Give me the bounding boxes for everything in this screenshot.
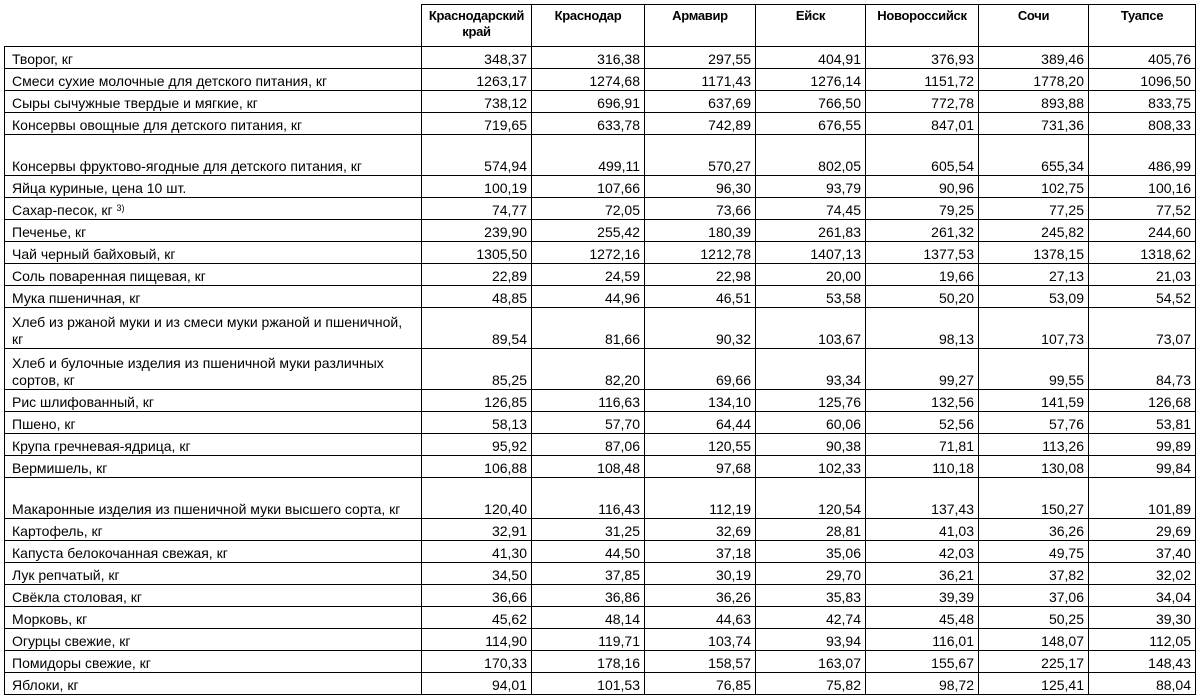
value-cell: 847,01 <box>866 113 979 135</box>
value-cell: 64,44 <box>645 412 756 434</box>
value-cell: 94,01 <box>422 673 532 695</box>
value-cell: 120,55 <box>645 434 756 456</box>
row-label: Яйца куриные, цена 10 шт. <box>12 180 187 196</box>
column-header: Армавир <box>645 5 756 47</box>
table-row <box>5 607 1196 629</box>
value-cell: 499,11 <box>532 135 645 176</box>
row-label-cell <box>5 456 422 478</box>
column-header: Краснодарский край <box>422 5 532 47</box>
value-cell: 113,26 <box>979 434 1089 456</box>
value-cell: 20,00 <box>756 264 866 286</box>
table-row <box>5 412 1196 434</box>
value-cell: 404,91 <box>756 47 866 69</box>
row-label: Капуста белокочанная свежая, кг <box>12 545 228 561</box>
row-label-cell <box>5 47 422 69</box>
value-cell: 719,65 <box>422 113 532 135</box>
row-label-cell <box>5 673 422 695</box>
value-cell: 125,76 <box>756 390 866 412</box>
row-label: Печенье, кг <box>12 224 87 240</box>
value-cell: 100,19 <box>422 176 532 198</box>
value-cell: 74,77 <box>422 198 532 220</box>
value-cell: 37,82 <box>979 563 1089 585</box>
row-label: Смеси сухие молочные для детского питания, кг <box>12 73 328 89</box>
value-cell: 1276,14 <box>756 69 866 91</box>
value-cell: 742,89 <box>645 113 756 135</box>
value-cell: 1171,43 <box>645 69 756 91</box>
value-cell: 57,70 <box>532 412 645 434</box>
value-cell: 155,67 <box>866 651 979 673</box>
row-label-cell <box>5 541 422 563</box>
value-cell: 90,38 <box>756 434 866 456</box>
table-row <box>5 519 1196 541</box>
column-header: Краснодар <box>532 5 645 47</box>
row-label: Консервы овощные для детского питания, кг <box>12 117 303 133</box>
value-cell: 53,09 <box>979 286 1089 308</box>
value-cell: 1263,17 <box>422 69 532 91</box>
value-cell: 633,78 <box>532 113 645 135</box>
value-cell: 110,18 <box>866 456 979 478</box>
value-cell: 389,46 <box>979 47 1089 69</box>
value-cell: 574,94 <box>422 135 532 176</box>
value-cell: 71,81 <box>866 434 979 456</box>
value-cell: 48,14 <box>532 607 645 629</box>
value-cell: 24,59 <box>532 264 645 286</box>
row-label-cell <box>5 308 422 349</box>
table-row <box>5 456 1196 478</box>
value-cell: 99,55 <box>979 349 1089 390</box>
value-cell: 21,03 <box>1089 264 1196 286</box>
value-cell: 150,27 <box>979 478 1089 519</box>
value-cell: 1272,16 <box>532 242 645 264</box>
value-cell: 116,63 <box>532 390 645 412</box>
row-label-cell <box>5 69 422 91</box>
value-cell: 28,81 <box>756 519 866 541</box>
value-cell: 53,81 <box>1089 412 1196 434</box>
value-cell: 36,86 <box>532 585 645 607</box>
table-row <box>5 69 1196 91</box>
value-cell: 119,71 <box>532 629 645 651</box>
value-cell: 348,37 <box>422 47 532 69</box>
value-cell: 53,58 <box>756 286 866 308</box>
table-row <box>5 264 1196 286</box>
value-cell: 90,96 <box>866 176 979 198</box>
row-label: Хлеб из ржаной муки и из смеси муки ржаной и пшеничной, кг <box>12 314 403 347</box>
row-label: Творог, кг <box>12 51 73 67</box>
value-cell: 35,83 <box>756 585 866 607</box>
value-cell: 37,40 <box>1089 541 1196 563</box>
value-cell: 1778,20 <box>979 69 1089 91</box>
table-row <box>5 563 1196 585</box>
value-cell: 31,25 <box>532 519 645 541</box>
row-label-cell <box>5 629 422 651</box>
table-row <box>5 629 1196 651</box>
value-cell: 120,54 <box>756 478 866 519</box>
value-cell: 73,07 <box>1089 308 1196 349</box>
value-cell: 44,96 <box>532 286 645 308</box>
value-cell: 1407,13 <box>756 242 866 264</box>
value-cell: 1096,50 <box>1089 69 1196 91</box>
value-cell: 32,91 <box>422 519 532 541</box>
value-cell: 112,05 <box>1089 629 1196 651</box>
row-label: Сыры сычужные твердые и мягкие, кг <box>12 95 258 111</box>
value-cell: 37,85 <box>532 563 645 585</box>
value-cell: 100,16 <box>1089 176 1196 198</box>
value-cell: 75,82 <box>756 673 866 695</box>
row-label-cell <box>5 264 422 286</box>
value-cell: 45,62 <box>422 607 532 629</box>
value-cell: 570,27 <box>645 135 756 176</box>
row-label: Сахар-песок, кг <box>12 202 113 218</box>
row-label: Морковь, кг <box>12 611 88 627</box>
table-row <box>5 242 1196 264</box>
value-cell: 79,25 <box>866 198 979 220</box>
table-row <box>5 176 1196 198</box>
value-cell: 126,85 <box>422 390 532 412</box>
value-cell: 116,01 <box>866 629 979 651</box>
value-cell: 77,25 <box>979 198 1089 220</box>
value-cell: 676,55 <box>756 113 866 135</box>
value-cell: 134,10 <box>645 390 756 412</box>
value-cell: 178,16 <box>532 651 645 673</box>
value-cell: 405,76 <box>1089 47 1196 69</box>
value-cell: 36,21 <box>866 563 979 585</box>
value-cell: 126,68 <box>1089 390 1196 412</box>
row-label: Огурцы свежие, кг <box>12 633 131 649</box>
value-cell: 32,02 <box>1089 563 1196 585</box>
value-cell: 605,54 <box>866 135 979 176</box>
row-label-cell <box>5 607 422 629</box>
value-cell: 225,17 <box>979 651 1089 673</box>
value-cell: 74,45 <box>756 198 866 220</box>
value-cell: 108,48 <box>532 456 645 478</box>
value-cell: 30,19 <box>645 563 756 585</box>
table-row <box>5 651 1196 673</box>
value-cell: 85,25 <box>422 349 532 390</box>
row-label: Свёкла столовая, кг <box>12 589 142 605</box>
table-row <box>5 113 1196 135</box>
value-cell: 180,39 <box>645 220 756 242</box>
value-cell: 96,30 <box>645 176 756 198</box>
value-cell: 37,06 <box>979 585 1089 607</box>
value-cell: 98,72 <box>866 673 979 695</box>
value-cell: 27,13 <box>979 264 1089 286</box>
value-cell: 50,25 <box>979 607 1089 629</box>
value-cell: 261,32 <box>866 220 979 242</box>
value-cell: 76,85 <box>645 673 756 695</box>
value-cell: 101,53 <box>532 673 645 695</box>
value-cell: 99,84 <box>1089 456 1196 478</box>
value-cell: 44,63 <box>645 607 756 629</box>
row-label-cell <box>5 135 422 176</box>
value-cell: 46,51 <box>645 286 756 308</box>
row-label: Лук репчатый, кг <box>12 567 120 583</box>
value-cell: 655,34 <box>979 135 1089 176</box>
row-label-cell <box>5 478 422 519</box>
value-cell: 158,57 <box>645 651 756 673</box>
value-cell: 36,66 <box>422 585 532 607</box>
value-cell: 255,42 <box>532 220 645 242</box>
value-cell: 738,12 <box>422 91 532 113</box>
value-cell: 808,33 <box>1089 113 1196 135</box>
value-cell: 39,30 <box>1089 607 1196 629</box>
value-cell: 297,55 <box>645 47 756 69</box>
row-label-cell <box>5 390 422 412</box>
header-blank-cell <box>5 5 422 47</box>
column-header: Сочи <box>979 5 1089 47</box>
table-row <box>5 135 1196 176</box>
value-cell: 101,89 <box>1089 478 1196 519</box>
value-cell: 1151,72 <box>866 69 979 91</box>
value-cell: 772,78 <box>866 91 979 113</box>
value-cell: 239,90 <box>422 220 532 242</box>
value-cell: 73,66 <box>645 198 756 220</box>
value-cell: 44,50 <box>532 541 645 563</box>
value-cell: 89,54 <box>422 308 532 349</box>
value-cell: 245,82 <box>979 220 1089 242</box>
value-cell: 170,33 <box>422 651 532 673</box>
value-cell: 163,07 <box>756 651 866 673</box>
value-cell: 48,85 <box>422 286 532 308</box>
value-cell: 81,66 <box>532 308 645 349</box>
value-cell: 32,69 <box>645 519 756 541</box>
value-cell: 57,76 <box>979 412 1089 434</box>
value-cell: 50,20 <box>866 286 979 308</box>
value-cell: 893,88 <box>979 91 1089 113</box>
value-cell: 261,83 <box>756 220 866 242</box>
value-cell: 125,41 <box>979 673 1089 695</box>
value-cell: 60,06 <box>756 412 866 434</box>
row-label: Макаронные изделия из пшеничной муки высшего сорта, кг <box>12 501 401 517</box>
value-cell: 93,79 <box>756 176 866 198</box>
table-row <box>5 390 1196 412</box>
column-header: Ейск <box>756 5 866 47</box>
column-header: Новороссийск <box>866 5 979 47</box>
row-label: Соль поваренная пищевая, кг <box>12 268 206 284</box>
value-cell: 22,89 <box>422 264 532 286</box>
value-cell: 49,75 <box>979 541 1089 563</box>
value-cell: 35,06 <box>756 541 866 563</box>
value-cell: 1318,62 <box>1089 242 1196 264</box>
row-label-cell <box>5 563 422 585</box>
table-row <box>5 349 1196 390</box>
value-cell: 93,34 <box>756 349 866 390</box>
value-cell: 696,91 <box>532 91 645 113</box>
row-label-cell <box>5 585 422 607</box>
value-cell: 148,43 <box>1089 651 1196 673</box>
row-label: Консервы фруктово-ягодные для детского питания, кг <box>12 158 363 174</box>
row-label-cell <box>5 412 422 434</box>
value-cell: 69,66 <box>645 349 756 390</box>
footnote-marker: 3) <box>116 203 125 213</box>
value-cell: 34,04 <box>1089 585 1196 607</box>
value-cell: 41,30 <box>422 541 532 563</box>
value-cell: 148,07 <box>979 629 1089 651</box>
table-row <box>5 198 1196 220</box>
row-label-cell <box>5 113 422 135</box>
value-cell: 120,40 <box>422 478 532 519</box>
row-label-cell <box>5 242 422 264</box>
value-cell: 39,39 <box>866 585 979 607</box>
table-row <box>5 308 1196 349</box>
value-cell: 54,52 <box>1089 286 1196 308</box>
value-cell: 29,70 <box>756 563 866 585</box>
value-cell: 90,32 <box>645 308 756 349</box>
value-cell: 486,99 <box>1089 135 1196 176</box>
value-cell: 1305,50 <box>422 242 532 264</box>
value-cell: 114,90 <box>422 629 532 651</box>
value-cell: 102,33 <box>756 456 866 478</box>
value-cell: 93,94 <box>756 629 866 651</box>
row-label: Помидоры свежие, кг <box>12 655 151 671</box>
row-label: Хлеб и булочные изделия из пшеничной муки различных сортов, кг <box>12 355 384 388</box>
value-cell: 19,66 <box>866 264 979 286</box>
row-label: Мука пшеничная, кг <box>12 290 141 306</box>
value-cell: 107,73 <box>979 308 1089 349</box>
value-cell: 29,69 <box>1089 519 1196 541</box>
row-label: Крупа гречневая-ядрица, кг <box>12 438 191 454</box>
value-cell: 766,50 <box>756 91 866 113</box>
value-cell: 132,56 <box>866 390 979 412</box>
value-cell: 99,27 <box>866 349 979 390</box>
value-cell: 637,69 <box>645 91 756 113</box>
value-cell: 34,50 <box>422 563 532 585</box>
table-body <box>5 47 1196 695</box>
row-label: Рис шлифованный, кг <box>12 394 154 410</box>
value-cell: 316,38 <box>532 47 645 69</box>
row-label-cell <box>5 519 422 541</box>
header-row <box>5 5 1196 47</box>
value-cell: 42,74 <box>756 607 866 629</box>
table-row <box>5 286 1196 308</box>
value-cell: 42,03 <box>866 541 979 563</box>
row-label-cell <box>5 286 422 308</box>
value-cell: 141,59 <box>979 390 1089 412</box>
row-label-cell <box>5 434 422 456</box>
value-cell: 833,75 <box>1089 91 1196 113</box>
value-cell: 103,74 <box>645 629 756 651</box>
table-row <box>5 47 1196 69</box>
value-cell: 37,18 <box>645 541 756 563</box>
price-table <box>4 4 1196 695</box>
row-label: Чай черный байховый, кг <box>12 246 176 262</box>
value-cell: 106,88 <box>422 456 532 478</box>
value-cell: 87,06 <box>532 434 645 456</box>
value-cell: 116,43 <box>532 478 645 519</box>
row-label: Пшено, кг <box>12 416 76 432</box>
value-cell: 1274,68 <box>532 69 645 91</box>
row-label-cell <box>5 176 422 198</box>
row-label: Вермишель, кг <box>12 460 108 476</box>
value-cell: 95,92 <box>422 434 532 456</box>
value-cell: 72,05 <box>532 198 645 220</box>
row-label-cell <box>5 220 422 242</box>
table-row <box>5 585 1196 607</box>
value-cell: 137,43 <box>866 478 979 519</box>
value-cell: 102,75 <box>979 176 1089 198</box>
value-cell: 244,60 <box>1089 220 1196 242</box>
value-cell: 97,68 <box>645 456 756 478</box>
value-cell: 22,98 <box>645 264 756 286</box>
value-cell: 731,36 <box>979 113 1089 135</box>
value-cell: 1377,53 <box>866 242 979 264</box>
value-cell: 88,04 <box>1089 673 1196 695</box>
row-label-cell <box>5 198 422 220</box>
table-row <box>5 91 1196 113</box>
value-cell: 36,26 <box>979 519 1089 541</box>
row-label-cell <box>5 91 422 113</box>
value-cell: 376,93 <box>866 47 979 69</box>
table-row <box>5 478 1196 519</box>
value-cell: 36,26 <box>645 585 756 607</box>
row-label: Яблоки, кг <box>12 677 79 693</box>
row-label-cell <box>5 651 422 673</box>
value-cell: 1212,78 <box>645 242 756 264</box>
table-row <box>5 541 1196 563</box>
value-cell: 99,89 <box>1089 434 1196 456</box>
value-cell: 41,03 <box>866 519 979 541</box>
table-row <box>5 434 1196 456</box>
value-cell: 77,52 <box>1089 198 1196 220</box>
value-cell: 802,05 <box>756 135 866 176</box>
value-cell: 103,67 <box>756 308 866 349</box>
value-cell: 45,48 <box>866 607 979 629</box>
value-cell: 98,13 <box>866 308 979 349</box>
value-cell: 52,56 <box>866 412 979 434</box>
table-row <box>5 220 1196 242</box>
value-cell: 130,08 <box>979 456 1089 478</box>
table-row <box>5 673 1196 695</box>
value-cell: 84,73 <box>1089 349 1196 390</box>
value-cell: 58,13 <box>422 412 532 434</box>
value-cell: 1378,15 <box>979 242 1089 264</box>
row-label-cell <box>5 349 422 390</box>
column-header: Туапсе <box>1089 5 1196 47</box>
value-cell: 82,20 <box>532 349 645 390</box>
value-cell: 107,66 <box>532 176 645 198</box>
row-label: Картофель, кг <box>12 523 103 539</box>
value-cell: 112,19 <box>645 478 756 519</box>
